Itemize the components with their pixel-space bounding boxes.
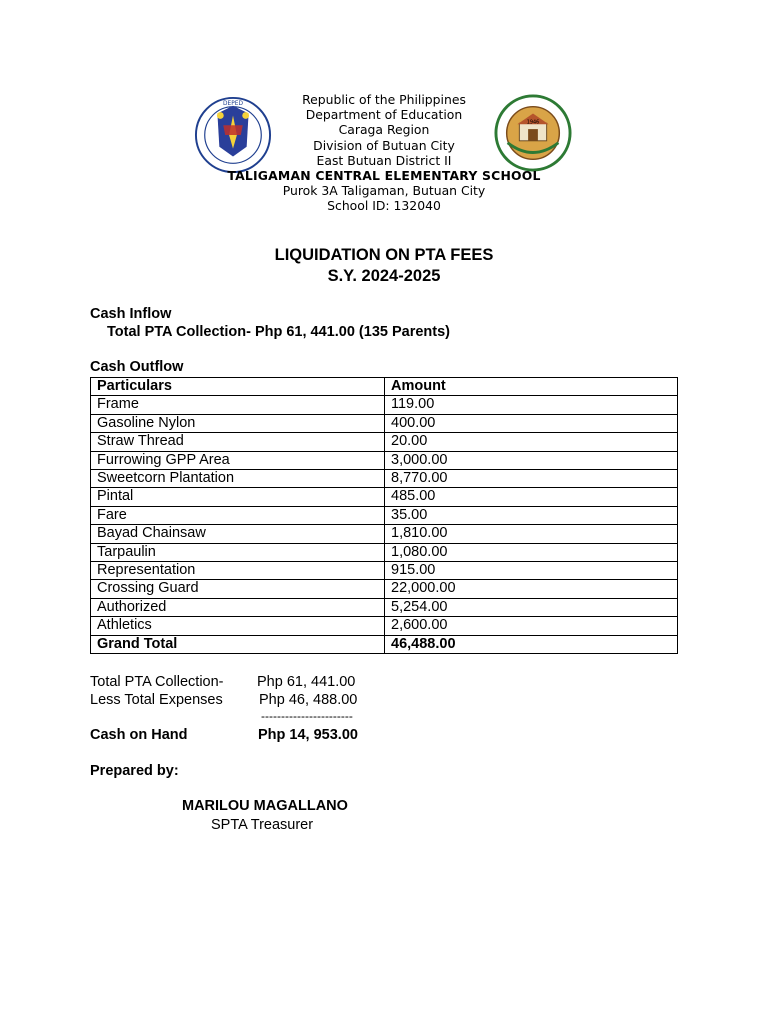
- signatory-role: SPTA Treasurer: [211, 817, 314, 833]
- header-line: Caraga Region: [338, 122, 430, 138]
- table-header-row: [91, 378, 678, 396]
- header-line: East Butuan District II: [316, 152, 452, 168]
- table-row: [91, 525, 678, 543]
- signatory-name: MARILOU MAGALLANO: [182, 798, 348, 814]
- table-row: [91, 470, 678, 488]
- header-line: Division of Butuan City: [313, 137, 455, 153]
- amount-cell: 119.00: [385, 396, 678, 414]
- table-row: [91, 598, 678, 616]
- amount-cell: 5,254.00: [385, 598, 678, 616]
- particular-cell: Bayad Chainsaw: [91, 525, 385, 543]
- particular-cell: Pintal: [91, 488, 385, 506]
- school-name: TALIGAMAN CENTRAL ELEMENTARY SCHOOL: [227, 168, 541, 184]
- particular-cell: Authorized: [91, 598, 385, 616]
- particular-cell: Gasoline Nylon: [91, 414, 385, 432]
- particular-cell: Furrowing GPP Area: [91, 451, 385, 469]
- table-row: [91, 451, 678, 469]
- total-collection-line: Total PTA Collection- Php 61, 441.00 (135 Parents): [107, 324, 450, 340]
- cash-outflow-label: Cash Outflow: [90, 359, 184, 375]
- school-seal-year: 1946: [526, 119, 540, 126]
- grand-total-amount: 46,488.00: [385, 635, 678, 653]
- table-row: [91, 433, 678, 451]
- table-row: [91, 506, 678, 524]
- grand-total-label: Grand Total: [91, 635, 385, 653]
- amount-cell: 400.00: [385, 414, 678, 432]
- summary-collection-value: Php 61, 441.00: [257, 674, 356, 690]
- letterhead: [0, 92, 768, 214]
- summary-expenses-value: Php 46, 488.00: [259, 692, 358, 708]
- cash-on-hand-label: Cash on Hand: [90, 727, 188, 743]
- table-row: [91, 580, 678, 598]
- cash-inflow-label: Cash Inflow: [90, 306, 172, 322]
- prepared-by-label: Prepared by:: [90, 763, 179, 779]
- school-address: Purok 3A Taligaman, Butuan City: [282, 183, 486, 199]
- title-line-1: LIQUIDATION ON PTA FEES: [274, 246, 494, 264]
- amount-cell: 35.00: [385, 506, 678, 524]
- amount-cell: 8,770.00: [385, 470, 678, 488]
- cash-on-hand-value: Php 14, 953.00: [258, 727, 358, 743]
- column-header-amount: Amount: [385, 378, 678, 396]
- particular-cell: Crossing Guard: [91, 580, 385, 598]
- summary-collection-label: Total PTA Collection-: [90, 674, 224, 690]
- amount-cell: 1,080.00: [385, 543, 678, 561]
- table-row: [91, 562, 678, 580]
- header-line: Department of Education: [305, 107, 463, 123]
- outflow-table: [90, 377, 678, 654]
- particular-cell: Fare: [91, 506, 385, 524]
- document-title: [0, 245, 768, 287]
- amount-cell: 2,600.00: [385, 617, 678, 635]
- grand-total-row: [91, 635, 678, 653]
- particular-cell: Representation: [91, 562, 385, 580]
- summary-separator: -----------------------: [261, 709, 353, 723]
- amount-cell: 20.00: [385, 433, 678, 451]
- amount-cell: 22,000.00: [385, 580, 678, 598]
- particular-cell: Athletics: [91, 617, 385, 635]
- table-row: [91, 617, 678, 635]
- amount-cell: 485.00: [385, 488, 678, 506]
- svg-text:DEPED: DEPED: [223, 100, 243, 107]
- table-row: [91, 396, 678, 414]
- table-row: [91, 414, 678, 432]
- amount-cell: 1,810.00: [385, 525, 678, 543]
- header-line: Republic of the Philippines: [302, 92, 466, 107]
- particular-cell: Straw Thread: [91, 433, 385, 451]
- particular-cell: Frame: [91, 396, 385, 414]
- table-row: [91, 488, 678, 506]
- particular-cell: Tarpaulin: [91, 543, 385, 561]
- amount-cell: 3,000.00: [385, 451, 678, 469]
- table-row: [91, 543, 678, 561]
- title-line-2: S.Y. 2024-2025: [327, 267, 441, 285]
- amount-cell: 915.00: [385, 562, 678, 580]
- summary-expenses-label: Less Total Expenses: [90, 692, 223, 708]
- column-header-particulars: Particulars: [91, 378, 385, 396]
- particular-cell: Sweetcorn Plantation: [91, 470, 385, 488]
- school-id: School ID: 132040: [327, 198, 441, 214]
